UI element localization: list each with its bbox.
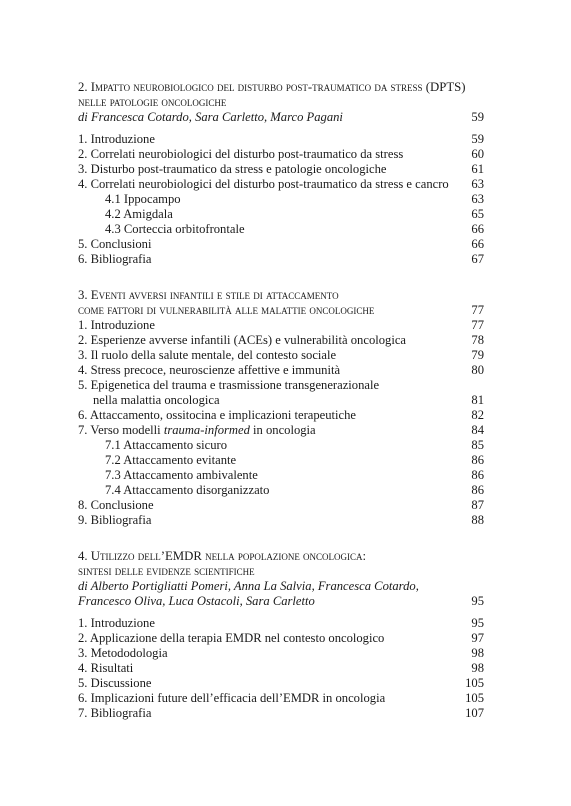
toc-entry bbox=[78, 646, 484, 661]
chapter-authors: di Francesca Cotardo, Sara Carletto, Marco Pagani bbox=[78, 110, 343, 124]
entry-label: 5. Epigenetica del trauma e trasmissione transgenerazionale bbox=[78, 378, 380, 392]
toc-subentry bbox=[78, 483, 484, 498]
entry-page: 86 bbox=[471, 468, 484, 482]
toc-entry bbox=[78, 363, 484, 378]
entry-page: 105 bbox=[465, 691, 484, 705]
entry-page: 105 bbox=[465, 676, 484, 690]
entry-page: 86 bbox=[471, 483, 484, 497]
entry-page: 81 bbox=[471, 393, 484, 407]
entry-label bbox=[78, 423, 316, 438]
entry-page: 95 bbox=[471, 616, 484, 630]
entry-page: 78 bbox=[471, 333, 484, 347]
entry-label: 4. Correlati neurobiologici del disturbo post-traumatico da stress e cancro bbox=[78, 177, 449, 191]
toc-entry bbox=[78, 498, 484, 513]
chapter-authors-line bbox=[78, 110, 484, 125]
toc-subentry bbox=[78, 438, 484, 453]
chapter-subtitle-line bbox=[78, 303, 484, 318]
entry-page: 87 bbox=[471, 498, 484, 512]
toc-entry bbox=[78, 691, 484, 706]
entry-page: 65 bbox=[471, 207, 484, 221]
chapter-page-number: 95 bbox=[471, 594, 484, 608]
entry-label: 4. Stress precoce, neuroscienze affettive e immunità bbox=[78, 363, 341, 377]
entry-label: 2. Esperienze avverse infantili (ACEs) e vulnerabilità oncologica bbox=[78, 333, 407, 347]
entry-page: 98 bbox=[471, 646, 484, 660]
entry-label-part: 7. Verso modelli bbox=[78, 423, 164, 437]
toc-entry bbox=[78, 177, 484, 192]
entry-label: 3. Metododologia bbox=[78, 646, 168, 660]
toc-entry bbox=[78, 513, 484, 528]
entry-page: 79 bbox=[471, 348, 484, 362]
toc-entry bbox=[78, 252, 484, 267]
toc-entry bbox=[78, 162, 484, 177]
toc-entry bbox=[78, 237, 484, 252]
chapter-authors: di Alberto Portigliatti Pomeri, Anna La Salvia, Francesca Cotardo, bbox=[78, 579, 419, 593]
entry-label: 2. Correlati neurobiologici del disturbo post-traumatico da stress bbox=[78, 147, 404, 161]
chapter-title: 4. Utilizzo dell’EMDR nella popolazione oncologica: bbox=[78, 549, 367, 563]
chapter-subtitle: come fattori di vulnerabilità alle malattie oncologiche bbox=[78, 303, 375, 317]
entry-label: 1. Introduzione bbox=[78, 132, 155, 146]
entry-label: 2. Applicazione della terapia EMDR nel contesto oncologico bbox=[78, 631, 385, 645]
entry-page: 61 bbox=[471, 162, 484, 176]
chapter-authors-line bbox=[78, 579, 484, 594]
entry-page: 98 bbox=[471, 661, 484, 675]
toc-entry bbox=[78, 333, 484, 348]
toc-entry bbox=[78, 408, 484, 423]
entry-label: 3. Disturbo post-traumatico da stress e patologie oncologiche bbox=[78, 162, 387, 176]
entry-label: 6. Attaccamento, ossitocina e implicazioni terapeutiche bbox=[78, 408, 357, 422]
entry-label: 5. Conclusioni bbox=[78, 237, 152, 251]
entry-page: 67 bbox=[471, 252, 484, 266]
entry-page: 82 bbox=[471, 408, 484, 422]
toc-entry bbox=[78, 318, 484, 333]
entry-label: 4. Risultati bbox=[78, 661, 134, 675]
entry-page: 80 bbox=[471, 363, 484, 377]
chapter-page-number: 77 bbox=[471, 303, 484, 317]
chapter-subtitle: nelle patologie oncologiche bbox=[78, 95, 227, 109]
chapter-title-line bbox=[78, 80, 484, 95]
entry-label: 3. Il ruolo della salute mentale, del contesto sociale bbox=[78, 348, 337, 362]
entry-label: 5. Discussione bbox=[78, 676, 152, 690]
entry-page: 85 bbox=[471, 438, 484, 452]
entry-page: 59 bbox=[471, 132, 484, 146]
chapter-authors-line bbox=[78, 594, 484, 609]
entry-label-emphasis: trauma-informed bbox=[163, 423, 250, 437]
chapter-subtitle-line bbox=[78, 95, 484, 110]
toc-entry bbox=[78, 661, 484, 676]
toc-subentry bbox=[78, 222, 484, 237]
entry-page: 60 bbox=[471, 147, 484, 161]
entry-label: 7.1 Attaccamento sicuro bbox=[105, 438, 228, 452]
toc-subentry bbox=[78, 468, 484, 483]
toc-entry bbox=[78, 631, 484, 646]
entry-label: 7.3 Attaccamento ambivalente bbox=[105, 468, 258, 482]
entry-label: 4.3 Corteccia orbitofrontale bbox=[105, 222, 245, 236]
entry-label: 7. Bibliografia bbox=[78, 706, 152, 720]
entry-label-part: in oncologia bbox=[249, 423, 316, 437]
chapter-subtitle: sintesi delle evidenze scientifiche bbox=[78, 564, 255, 578]
toc-entry-continuation bbox=[78, 393, 484, 408]
entry-page: 77 bbox=[471, 318, 484, 332]
chapter-authors-continuation: Francesco Oliva, Luca Ostacoli, Sara Carletto bbox=[78, 594, 315, 608]
toc-subentry bbox=[78, 192, 484, 207]
entry-page: 66 bbox=[471, 237, 484, 251]
table-of-contents bbox=[78, 80, 484, 742]
entry-label: 9. Bibliografia bbox=[78, 513, 152, 527]
toc-entry bbox=[78, 132, 484, 147]
entry-label: 4.2 Amigdala bbox=[105, 207, 173, 221]
entry-label: 6. Bibliografia bbox=[78, 252, 152, 266]
toc-entry bbox=[78, 423, 484, 438]
entry-label: 4.1 Ippocampo bbox=[105, 192, 181, 206]
entry-label: 7.2 Attaccamento evitante bbox=[105, 453, 237, 467]
entry-label: 8. Conclusione bbox=[78, 498, 154, 512]
chapter-page-number: 59 bbox=[471, 110, 484, 124]
entry-page: 63 bbox=[471, 177, 484, 191]
chapter-title: 2. Impatto neurobiologico del disturbo post-traumatico da stress (DPTS) bbox=[78, 80, 466, 94]
toc-entry bbox=[78, 378, 484, 393]
entry-label: 1. Introduzione bbox=[78, 318, 155, 332]
entry-label: 1. Introduzione bbox=[78, 616, 155, 630]
chapter-title-line bbox=[78, 288, 484, 303]
toc-subentry bbox=[78, 207, 484, 222]
chapter-subtitle-line bbox=[78, 564, 484, 579]
chapter-3 bbox=[78, 288, 484, 528]
toc-entry bbox=[78, 348, 484, 363]
entry-page: 97 bbox=[471, 631, 484, 645]
toc-entry bbox=[78, 616, 484, 631]
entry-label-continuation: nella malattia oncologica bbox=[93, 393, 220, 407]
entry-page: 86 bbox=[471, 453, 484, 467]
entry-label: 7.4 Attaccamento disorganizzato bbox=[105, 483, 270, 497]
toc-subentry bbox=[78, 453, 484, 468]
chapter-4 bbox=[78, 549, 484, 721]
entry-label: 6. Implicazioni future dell’efficacia dell’EMDR in oncologia bbox=[78, 691, 386, 705]
entry-page: 107 bbox=[465, 706, 484, 720]
entry-page: 84 bbox=[471, 423, 484, 437]
entry-page: 63 bbox=[471, 192, 484, 206]
chapter-2 bbox=[78, 80, 484, 267]
entry-page: 66 bbox=[471, 222, 484, 236]
toc-entry bbox=[78, 676, 484, 691]
toc-entry bbox=[78, 706, 484, 721]
chapter-title: 3. Eventi avversi infantili e stile di attaccamento bbox=[78, 288, 339, 302]
chapter-title-line bbox=[78, 549, 484, 564]
toc-entry bbox=[78, 147, 484, 162]
entry-page: 88 bbox=[471, 513, 484, 527]
